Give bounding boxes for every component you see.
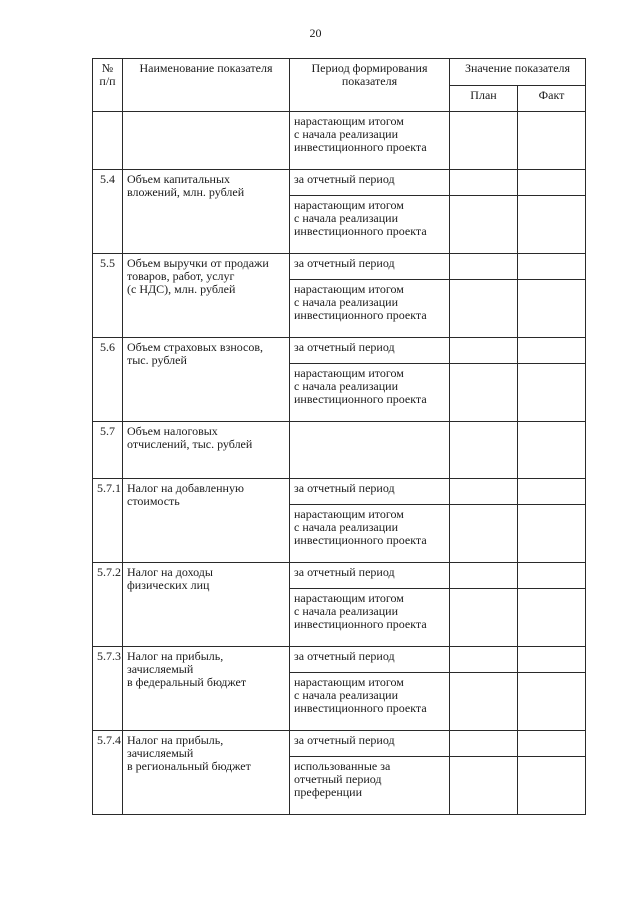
- plan-value-cell[interactable]: [450, 673, 518, 731]
- plan-value-cell[interactable]: [450, 280, 518, 338]
- fact-value-cell[interactable]: [518, 338, 586, 364]
- fact-value-cell[interactable]: [518, 170, 586, 196]
- plan-value-cell[interactable]: [450, 254, 518, 280]
- page-number: 20: [309, 26, 322, 40]
- table-row: [93, 479, 586, 505]
- period-cell: нарастающим итогом с начала реализации инвестиционного проекта: [290, 673, 450, 731]
- fact-value-cell[interactable]: [518, 589, 586, 647]
- plan-value-cell[interactable]: [450, 647, 518, 673]
- period-cell: использованные за отчетный период преференции: [290, 757, 450, 815]
- table-row: [93, 112, 586, 170]
- fact-value-cell[interactable]: [518, 196, 586, 254]
- row-number: 5.7: [93, 422, 123, 479]
- fact-value-cell[interactable]: [518, 112, 586, 170]
- table-row: [93, 170, 586, 196]
- plan-value-cell[interactable]: [450, 338, 518, 364]
- period-cell: за отчетный период: [290, 170, 450, 196]
- period-cell: [290, 422, 450, 479]
- period-cell: нарастающим итогом с начала реализации инвестиционного проекта: [290, 280, 450, 338]
- fact-value-cell[interactable]: [518, 673, 586, 731]
- indicator-name: Объем налоговых отчислений, тыс. рублей: [123, 422, 290, 479]
- period-cell: за отчетный период: [290, 563, 450, 589]
- header-plan: План: [450, 86, 518, 112]
- table-body: [93, 112, 586, 815]
- fact-value-cell[interactable]: [518, 280, 586, 338]
- row-number: 5.7.4: [93, 731, 123, 815]
- period-cell: за отчетный период: [290, 338, 450, 364]
- row-number: 5.7.1: [93, 479, 123, 563]
- indicator-name: Налог на прибыль, зачисляемый в региональный бюджет: [123, 731, 290, 815]
- plan-value-cell[interactable]: [450, 563, 518, 589]
- period-cell: нарастающим итогом с начала реализации инвестиционного проекта: [290, 505, 450, 563]
- period-cell: за отчетный период: [290, 731, 450, 757]
- plan-value-cell[interactable]: [450, 757, 518, 815]
- period-cell: нарастающим итогом с начала реализации инвестиционного проекта: [290, 112, 450, 170]
- plan-value-cell[interactable]: [450, 731, 518, 757]
- fact-value-cell[interactable]: [518, 563, 586, 589]
- header-name: Наименование показателя: [123, 59, 290, 112]
- plan-value-cell[interactable]: [450, 479, 518, 505]
- row-number: 5.7.2: [93, 563, 123, 647]
- period-cell: нарастающим итогом с начала реализации инвестиционного проекта: [290, 589, 450, 647]
- period-cell: за отчетный период: [290, 479, 450, 505]
- fact-value-cell[interactable]: [518, 254, 586, 280]
- header-value: Значение показателя: [450, 59, 586, 86]
- indicator-name: Налог на добавленную стоимость: [123, 479, 290, 563]
- indicator-name: Объем страховых взносов, тыс. рублей: [123, 338, 290, 422]
- indicators-table: [92, 58, 586, 815]
- fact-value-cell[interactable]: [518, 757, 586, 815]
- plan-value-cell[interactable]: [450, 112, 518, 170]
- table-row: [93, 422, 586, 479]
- row-number: 5.6: [93, 338, 123, 422]
- fact-value-cell[interactable]: [518, 731, 586, 757]
- period-cell: нарастающим итогом с начала реализации инвестиционного проекта: [290, 196, 450, 254]
- table-row: [93, 338, 586, 364]
- header-period: Период формирования показателя: [290, 59, 450, 112]
- period-cell: за отчетный период: [290, 254, 450, 280]
- table-row: [93, 731, 586, 757]
- header-fact: Факт: [518, 86, 586, 112]
- fact-value-cell[interactable]: [518, 505, 586, 563]
- plan-value-cell[interactable]: [450, 589, 518, 647]
- indicator-name: [123, 112, 290, 170]
- indicator-name: Налог на прибыль, зачисляемый в федеральный бюджет: [123, 647, 290, 731]
- indicator-name: Налог на доходы физических лиц: [123, 563, 290, 647]
- fact-value-cell[interactable]: [518, 422, 586, 479]
- plan-value-cell[interactable]: [450, 170, 518, 196]
- plan-value-cell[interactable]: [450, 505, 518, 563]
- table-row: [93, 563, 586, 589]
- row-number: 5.4: [93, 170, 123, 254]
- plan-value-cell[interactable]: [450, 196, 518, 254]
- row-number: 5.5: [93, 254, 123, 338]
- table-row: [93, 647, 586, 673]
- indicator-name: Объем капитальных вложений, млн. рублей: [123, 170, 290, 254]
- fact-value-cell[interactable]: [518, 364, 586, 422]
- indicator-name: Объем выручки от продажи товаров, работ, услуг (с НДС), млн. рублей: [123, 254, 290, 338]
- fact-value-cell[interactable]: [518, 647, 586, 673]
- plan-value-cell[interactable]: [450, 364, 518, 422]
- table-row: [93, 254, 586, 280]
- row-number: [93, 112, 123, 170]
- fact-value-cell[interactable]: [518, 479, 586, 505]
- period-cell: нарастающим итогом с начала реализации инвестиционного проекта: [290, 364, 450, 422]
- header-num: № п/п: [93, 59, 123, 112]
- row-number: 5.7.3: [93, 647, 123, 731]
- period-cell: за отчетный период: [290, 647, 450, 673]
- plan-value-cell[interactable]: [450, 422, 518, 479]
